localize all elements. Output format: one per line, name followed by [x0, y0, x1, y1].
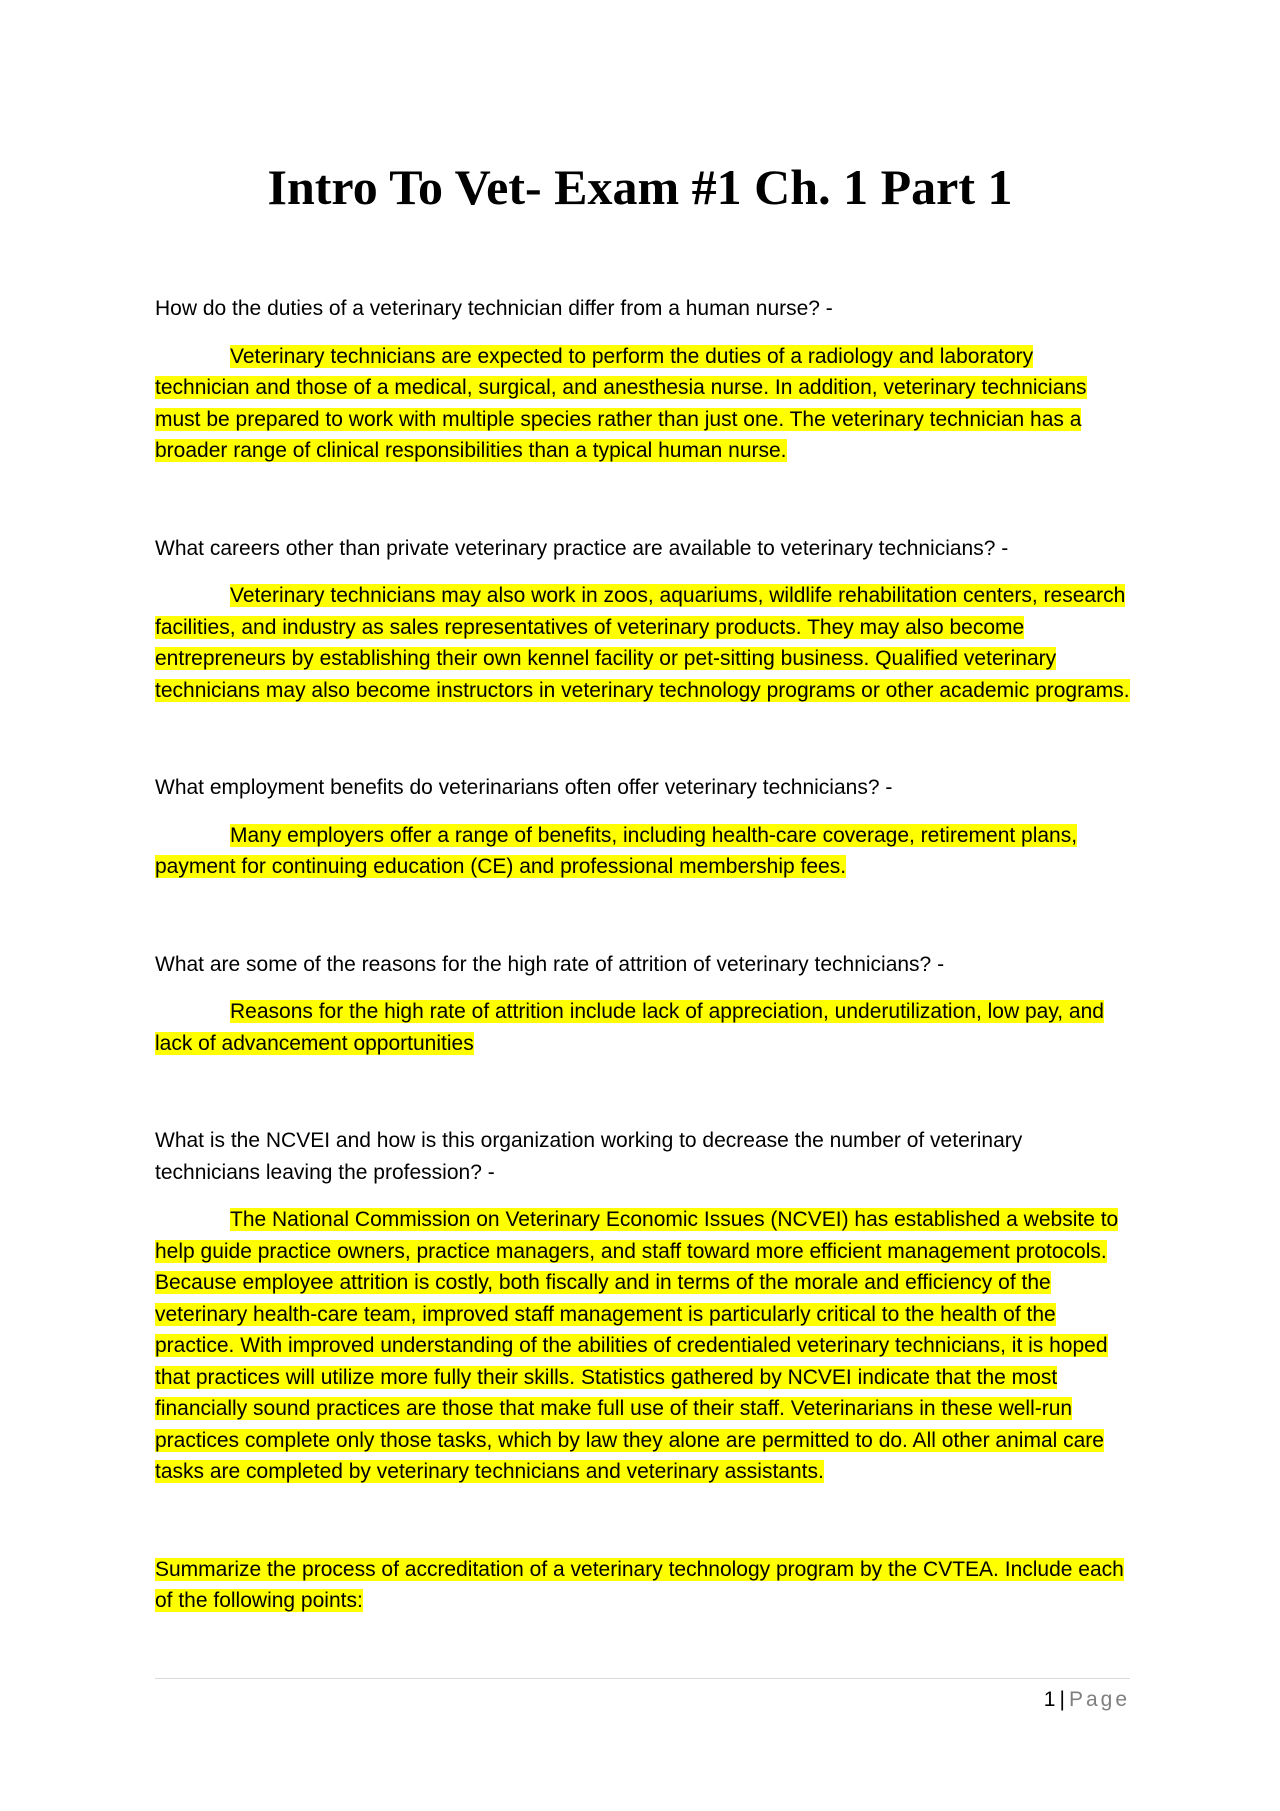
- qa-item: [155, 949, 1130, 1060]
- question-text: [155, 772, 1130, 804]
- page-label: Page: [1068, 1688, 1130, 1711]
- question-label: How do the duties of a veterinary technician differ from a human nurse? -: [155, 297, 833, 320]
- answer-highlight: The National Commission on Veterinary Economic Issues (NCVEI) has established a website to help guide practice owners, practice managers, and staff toward more efficient management protocols. Because employee attrition is costly, both fiscally and in terms of the morale and efficiency of the veterinary health-care team, improved staff management is particularly critical to the health of the practice. With improved understanding of the abilities of credentialed veterinary technicians, it is hoped that practices will utilize more fully their skills. Statistics gathered by NCVEI indicate that the most financially sound practices are those that make full use of their staff. Veterinarians in these well-run practices complete only those tasks, which by law they alone are permitted to do. All other animal care tasks are completed by veterinary technicians and veterinary assistants.: [155, 1208, 1119, 1483]
- question-label: What careers other than private veterinary practice are available to veterinary technicians? -: [155, 536, 1009, 560]
- page-number: 1: [1043, 1688, 1056, 1711]
- summary-prompt: [155, 1554, 1130, 1617]
- question-label: What are some of the reasons for the high rate of attrition of veterinary technicians? -: [155, 952, 945, 976]
- spacer: [155, 1059, 1130, 1125]
- question-text: [155, 293, 1130, 325]
- question-text: [155, 533, 1130, 565]
- page-footer: [1044, 1686, 1130, 1714]
- document-body: [155, 293, 1130, 1617]
- answer-text: [155, 1204, 1130, 1488]
- question-label: What is the NCVEI and how is this organization working to decrease the number of veterinary technicians leaving the profession? -: [155, 1129, 1023, 1184]
- document-title: Intro To Vet- Exam #1 Ch. 1 Part 1: [267, 159, 1013, 215]
- question-label: What employment benefits do veterinarians often offer veterinary technicians? -: [155, 776, 893, 799]
- summary-prompt-highlight: Summarize the process of accreditation of a veterinary technology program by the CVTEA. Include each of the following points:: [155, 1557, 1124, 1612]
- qa-item: [155, 533, 1130, 707]
- footer-divider: [155, 1678, 1130, 1679]
- spacer: [155, 706, 1130, 772]
- answer-highlight: Veterinary technicians may also work in zoos, aquariums, wildlife rehabilitation centers, research facilities, and industry as sales representatives of veterinary products. They may also become entrepreneurs by establishing their own kennel facility or pet-sitting business. Qualified veterinary technicians may also become instructors in veterinary technology programs or other academic programs.: [155, 584, 1130, 702]
- answer-highlight: Reasons for the high rate of attrition include lack of appreciation, underutilization, low pay, and lack of advancement opportunities: [155, 1000, 1104, 1055]
- answer-text: [155, 820, 1130, 883]
- spacer: [155, 1488, 1130, 1554]
- qa-item: [155, 1125, 1130, 1488]
- answer-highlight: Veterinary technicians are expected to perform the duties of a radiology and laboratory technician and those of a medical, surgical, and anesthesia nurse. In addition, veterinary technicians must be prepared to work with multiple species rather than just one. The veterinary technician has a broader range of clinical responsibilities than a typical human nurse.: [155, 344, 1087, 462]
- qa-item: [155, 772, 1130, 883]
- answer-text: [155, 341, 1130, 467]
- spacer: [155, 883, 1130, 949]
- question-text: [155, 949, 1130, 981]
- answer-text: [155, 996, 1130, 1059]
- footer-separator: |: [1059, 1688, 1065, 1711]
- answer-highlight: Many employers offer a range of benefits, including health-care coverage, retirement plans, payment for continuing education (CE) and professional membership fees.: [155, 823, 1078, 878]
- qa-item: [155, 293, 1130, 467]
- spacer: [155, 467, 1130, 533]
- answer-text: [155, 580, 1130, 706]
- question-text: [155, 1125, 1130, 1188]
